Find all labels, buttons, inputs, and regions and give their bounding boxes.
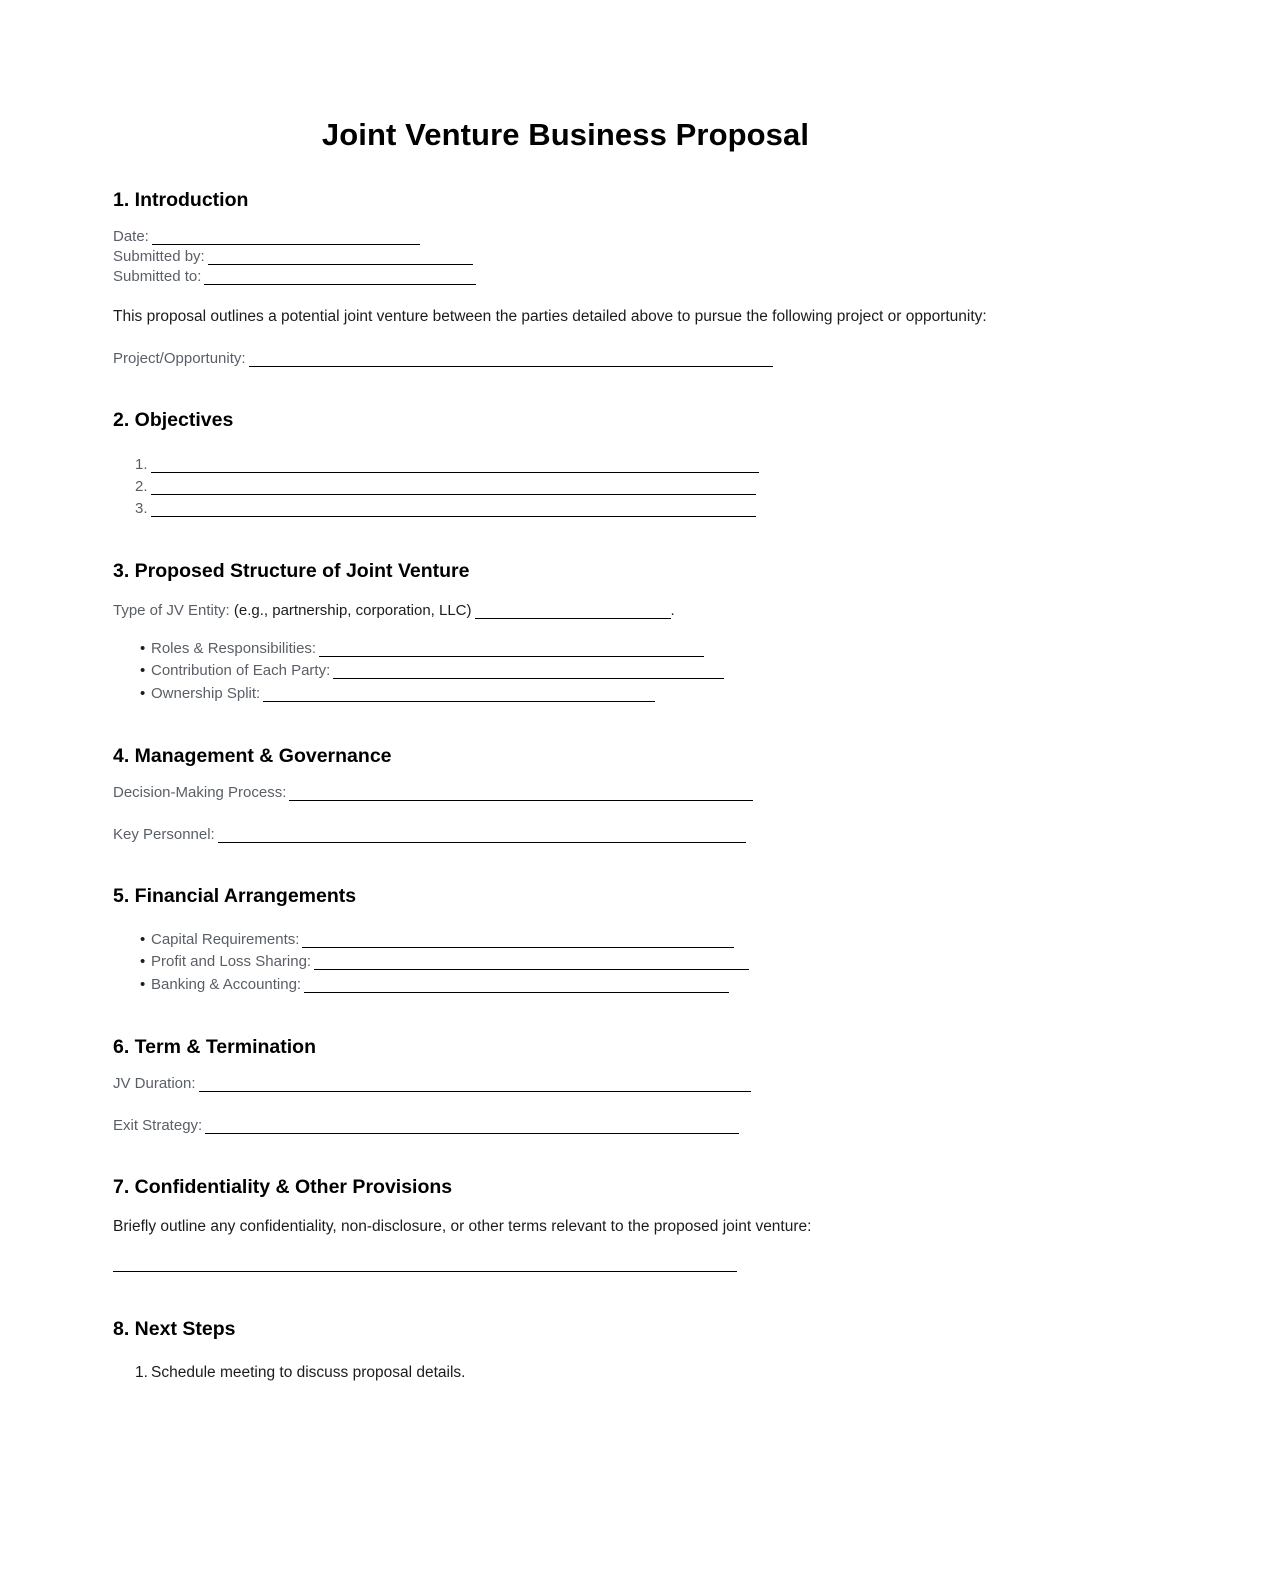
field-label-jv-duration: JV Duration: xyxy=(113,1075,196,1093)
bullet-label-ownership-split: Ownership Split: xyxy=(151,684,261,702)
field-submitted-to xyxy=(113,267,1018,287)
section-heading-confidentiality: 7. Confidentiality & Other Provisions xyxy=(113,1175,453,1198)
financial-bullet-list xyxy=(113,929,1018,996)
field-key-personnel xyxy=(113,825,1018,845)
field-blank-date[interactable] xyxy=(152,232,420,245)
list-item xyxy=(113,683,1018,705)
bullet-icon: • xyxy=(140,975,146,993)
section-heading-financial-arrangements: 5. Financial Arrangements xyxy=(113,884,357,907)
list-marker: 1. xyxy=(135,1364,148,1382)
list-item xyxy=(113,660,1018,682)
field-blank-submitted-by[interactable] xyxy=(208,252,473,265)
field-blank-exit-strategy[interactable] xyxy=(205,1121,739,1134)
next-steps-list xyxy=(113,1362,1018,1385)
field-label-date: Date: xyxy=(113,228,149,246)
field-blank-project-opportunity[interactable] xyxy=(249,354,773,367)
objective-blank-2[interactable] xyxy=(151,482,756,495)
bullet-label-contribution: Contribution of Each Party: xyxy=(151,662,331,680)
bullet-blank-contribution[interactable] xyxy=(333,666,724,679)
field-blank-jv-entity-type[interactable] xyxy=(475,606,671,619)
field-label-jv-entity-type: Type of JV Entity: xyxy=(113,602,230,620)
next-step-text: Schedule meeting to discuss proposal details. xyxy=(151,1364,466,1382)
objective-blank-3[interactable] xyxy=(151,504,756,517)
field-submitted-by xyxy=(113,247,1018,267)
bullet-label-capital-requirements: Capital Requirements: xyxy=(151,931,300,949)
list-marker: 3. xyxy=(135,499,148,517)
list-item xyxy=(113,638,1018,660)
bullet-label-banking-accounting: Banking & Accounting: xyxy=(151,975,302,993)
field-label-exit-strategy: Exit Strategy: xyxy=(113,1116,203,1134)
field-blank-submitted-to[interactable] xyxy=(204,272,476,285)
field-label-decision-making-process: Decision-Making Process: xyxy=(113,784,287,802)
bullet-label-profit-loss-sharing: Profit and Loss Sharing: xyxy=(151,953,312,971)
bullet-icon: • xyxy=(140,662,146,680)
section-heading-next-steps: 8. Next Steps xyxy=(113,1318,236,1341)
bullet-blank-profit-loss-sharing[interactable] xyxy=(314,957,749,970)
objectives-list xyxy=(113,454,1018,521)
confidentiality-paragraph: Briefly outline any confidentiality, non-disclosure, or other terms relevant to the proposed joint venture: xyxy=(113,1218,812,1236)
field-date xyxy=(113,227,1018,247)
list-item xyxy=(113,951,1018,973)
list-marker: 2. xyxy=(135,477,148,495)
page-title: Joint Venture Business Proposal xyxy=(321,117,810,152)
section-heading-proposed-structure: 3. Proposed Structure of Joint Venture xyxy=(113,560,470,583)
structure-bullet-list xyxy=(113,638,1018,705)
field-label-submitted-to: Submitted to: xyxy=(113,267,202,285)
objective-blank-1[interactable] xyxy=(151,460,759,473)
bullet-blank-capital-requirements[interactable] xyxy=(302,935,734,948)
field-period: . xyxy=(670,602,675,620)
bullet-blank-banking-accounting[interactable] xyxy=(304,980,729,993)
field-jv-duration xyxy=(113,1074,1018,1094)
section-heading-management-governance: 4. Management & Governance xyxy=(113,744,392,767)
bullet-icon: • xyxy=(140,640,146,658)
field-label-submitted-by: Submitted by: xyxy=(113,247,205,265)
list-item xyxy=(113,476,1018,498)
bullet-icon: • xyxy=(140,684,146,702)
field-project-opportunity xyxy=(113,349,1018,369)
bullet-icon: • xyxy=(140,953,146,971)
field-note-jv-entity-examples: (e.g., partnership, corporation, LLC) xyxy=(233,602,472,620)
field-label-key-personnel: Key Personnel: xyxy=(113,826,215,844)
list-marker: 1. xyxy=(135,455,148,473)
field-blank-decision-making-process[interactable] xyxy=(289,788,753,801)
bullet-blank-ownership-split[interactable] xyxy=(263,689,655,702)
field-blank-key-personnel[interactable] xyxy=(218,830,746,843)
bullet-label-roles-responsibilities: Roles & Responsibilities: xyxy=(151,640,317,658)
section-heading-introduction: 1. Introduction xyxy=(113,188,249,211)
list-item xyxy=(113,1362,1018,1385)
document-content xyxy=(113,0,1018,1385)
field-label-project-opportunity: Project/Opportunity: xyxy=(113,350,246,368)
introduction-paragraph: This proposal outlines a potential joint venture between the parties detailed above to pursue the following project or opportunity: xyxy=(113,308,987,326)
list-item xyxy=(113,974,1018,996)
section-heading-objectives: 2. Objectives xyxy=(113,409,234,432)
field-jv-entity-type xyxy=(113,601,1018,621)
section-heading-term-termination: 6. Term & Termination xyxy=(113,1035,316,1058)
list-item xyxy=(113,454,1018,476)
list-item xyxy=(113,498,1018,520)
field-blank-jv-duration[interactable] xyxy=(199,1079,751,1092)
bullet-blank-roles-responsibilities[interactable] xyxy=(319,644,704,657)
bullet-icon: • xyxy=(140,931,146,949)
field-decision-making-process xyxy=(113,783,1018,803)
field-exit-strategy xyxy=(113,1116,1018,1136)
list-item xyxy=(113,929,1018,951)
